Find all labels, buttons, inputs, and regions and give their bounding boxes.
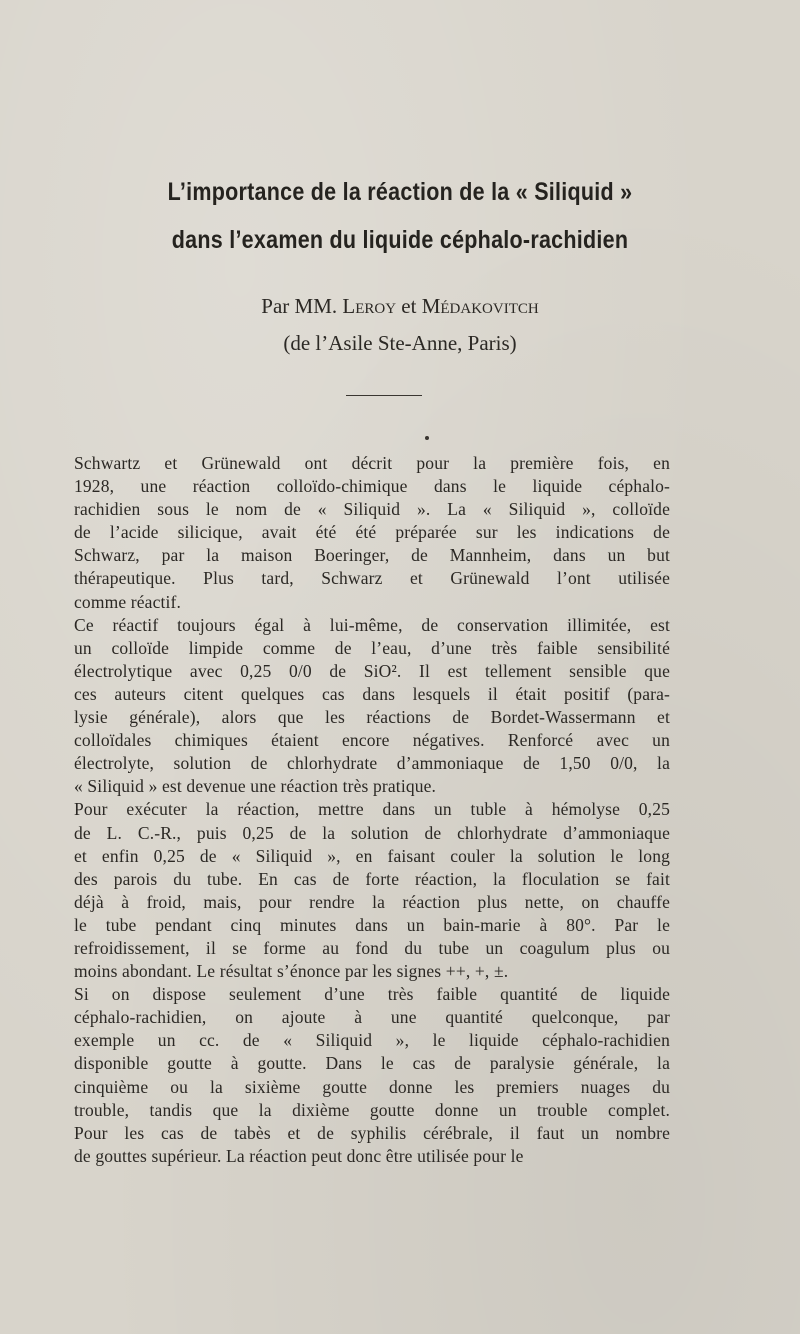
author-leroy: Leroy	[342, 294, 397, 318]
text-line: et enfin 0,25 de « Siliquid », en faisant couler la solution le long	[74, 845, 670, 866]
text-line: comme réactif.	[74, 591, 182, 612]
text-line: Pour les cas de tabès et de syphilis cérébrale, il faut un nombre	[74, 1122, 670, 1143]
text-line: rachidien sous le nom de « Siliquid ». La « Siliquid », colloïde	[74, 499, 670, 520]
text-line: refroidissement, il se forme au fond du tube un coagulum plus ou	[74, 937, 670, 958]
text-line: disponible goutte à goutte. Dans le cas de paralysie générale, la	[74, 1053, 670, 1074]
author-prefix: Par MM.	[261, 294, 343, 318]
title-line-2: dans l’examen du liquide céphalo-rachidien	[171, 226, 629, 254]
text-line: thérapeutique. Plus tard, Schwarz et Grünewald l’ont utilisée	[74, 568, 670, 589]
text-line: céphalo-rachidien, on ajoute à une quantité quelconque, par	[74, 1007, 670, 1028]
text-line: de L. C.-R., puis 0,25 de la solution de chlorhydrate d’ammoniaque	[74, 822, 670, 843]
text-line: de l’acide silicique, avait été été préparée sur les indications de	[74, 522, 670, 543]
paragraph-2	[50, 614, 670, 799]
section-divider	[346, 395, 422, 396]
text-line: électrolyte, solution de chlorhydrate d’ammoniaque de 1,50 0/0, la	[74, 753, 670, 774]
paragraph-4	[50, 983, 670, 1168]
author-joiner: et	[396, 294, 422, 318]
text-line: un colloïde limpide comme de l’eau, d’une très faible sensibilité	[74, 637, 670, 658]
text-line: exemple un cc. de « Siliquid », le liquide céphalo-rachidien	[74, 1030, 670, 1051]
text-line: Pour exécuter la réaction, mettre dans un tuble à hémolyse 0,25	[74, 799, 670, 820]
text-line: de gouttes supérieur. La réaction peut donc être utilisée pour le	[74, 1145, 524, 1166]
text-line: Ce réactif toujours égal à lui-même, de conservation illimitée, est	[74, 614, 670, 635]
text-line: lysie générale), alors que les réactions de Bordet-Wassermann et	[74, 707, 670, 728]
text-line: des parois du tube. En cas de forte réaction, la floculation se fait	[74, 868, 670, 889]
text-line: Si on dispose seulement d’une très faible quantité de liquide	[74, 984, 670, 1005]
text-line: « Siliquid » est devenue une réaction très pratique.	[74, 776, 437, 797]
article-body	[50, 452, 670, 1168]
paragraph-3	[50, 798, 670, 983]
title-line-1: L’importance de la réaction de la « Siliquid »	[167, 178, 633, 206]
text-line: 1928, une réaction colloïdo-chimique dans le liquide céphalo-	[74, 476, 670, 497]
author-line	[0, 294, 800, 319]
text-line: trouble, tandis que la dixième goutte donne un trouble complet.	[74, 1099, 670, 1120]
text-line: Schwarz, par la maison Boeringer, de Mannheim, dans un but	[74, 545, 670, 566]
text-line: colloïdales chimiques étaient encore négatives. Renforcé avec un	[74, 730, 670, 751]
author-medakovitch: Médakovitch	[421, 294, 539, 318]
text-line: Schwartz et Grünewald ont décrit pour la première fois, en	[74, 453, 670, 473]
text-line: électrolytique avec 0,25 0/0 de SiO². Il est tellement sensible que	[74, 660, 670, 681]
affiliation: (de l’Asile Ste-Anne, Paris)	[283, 331, 517, 355]
text-line: ces auteurs citent quelques cas dans lesquels il était positif (para-	[74, 683, 670, 704]
text-line: le tube pendant cinq minutes dans un bain-marie à 80°. Par le	[74, 914, 670, 935]
text-line: déjà à froid, mais, pour rendre la réaction plus nette, on chauffe	[74, 891, 670, 912]
paragraph-1	[50, 452, 670, 614]
text-line: cinquième ou la sixième goutte donne les premiers nuages du	[74, 1076, 670, 1097]
text-line: moins abondant. Le résultat s’énonce par les signes ++, +, ±.	[74, 961, 509, 982]
ink-dot	[425, 436, 429, 440]
